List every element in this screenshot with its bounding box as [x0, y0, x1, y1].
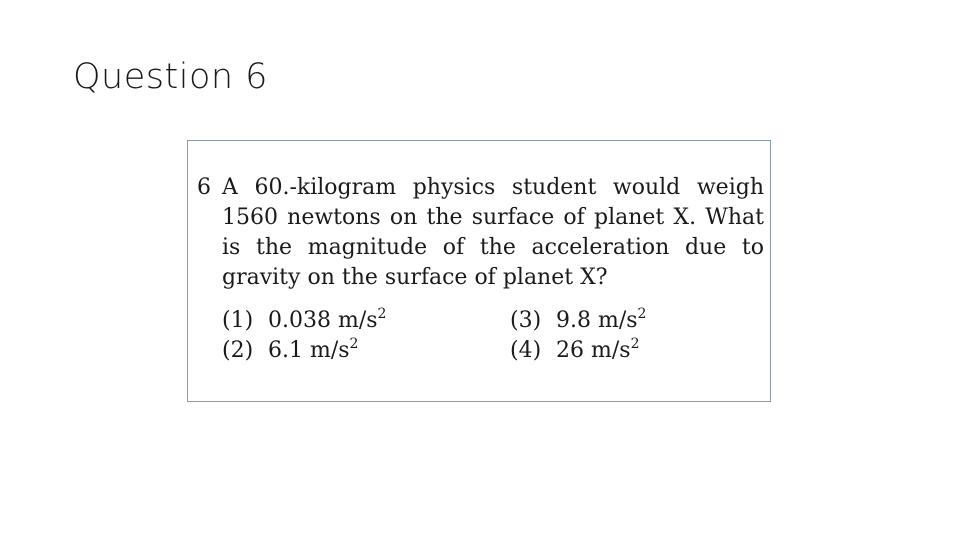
question-stem-line: gravity on the surface of planet X?	[222, 265, 608, 290]
choice-value: 6.1 m/s	[268, 338, 350, 363]
answer-choice-2	[222, 337, 358, 365]
choice-label: (1)	[222, 308, 254, 333]
question-image	[187, 140, 771, 402]
choice-value: 0.038 m/s	[268, 308, 378, 333]
slide-title: Question 6	[73, 57, 268, 97]
choice-label: (3)	[510, 308, 542, 333]
answer-choice-4	[510, 337, 639, 365]
choice-exponent: 2	[377, 306, 387, 322]
question-stem-line: is the magnitude of the acceleration due to	[222, 235, 764, 260]
question-number: 6	[197, 175, 211, 200]
answer-choice-1	[222, 307, 386, 335]
question-stem	[222, 173, 764, 293]
choice-exponent: 2	[349, 336, 359, 352]
question-stem-line: A 60.-kilogram physics student would weigh	[222, 175, 764, 200]
choice-exponent: 2	[637, 306, 647, 322]
choice-value: 9.8 m/s	[556, 308, 638, 333]
choice-label: (2)	[222, 338, 254, 363]
choice-value: 26 m/s	[556, 338, 631, 363]
answer-choice-3	[510, 307, 646, 335]
choice-exponent: 2	[630, 336, 640, 352]
question-stem-line: 1560 newtons on the surface of planet X. What	[222, 205, 764, 230]
choice-label: (4)	[510, 338, 542, 363]
